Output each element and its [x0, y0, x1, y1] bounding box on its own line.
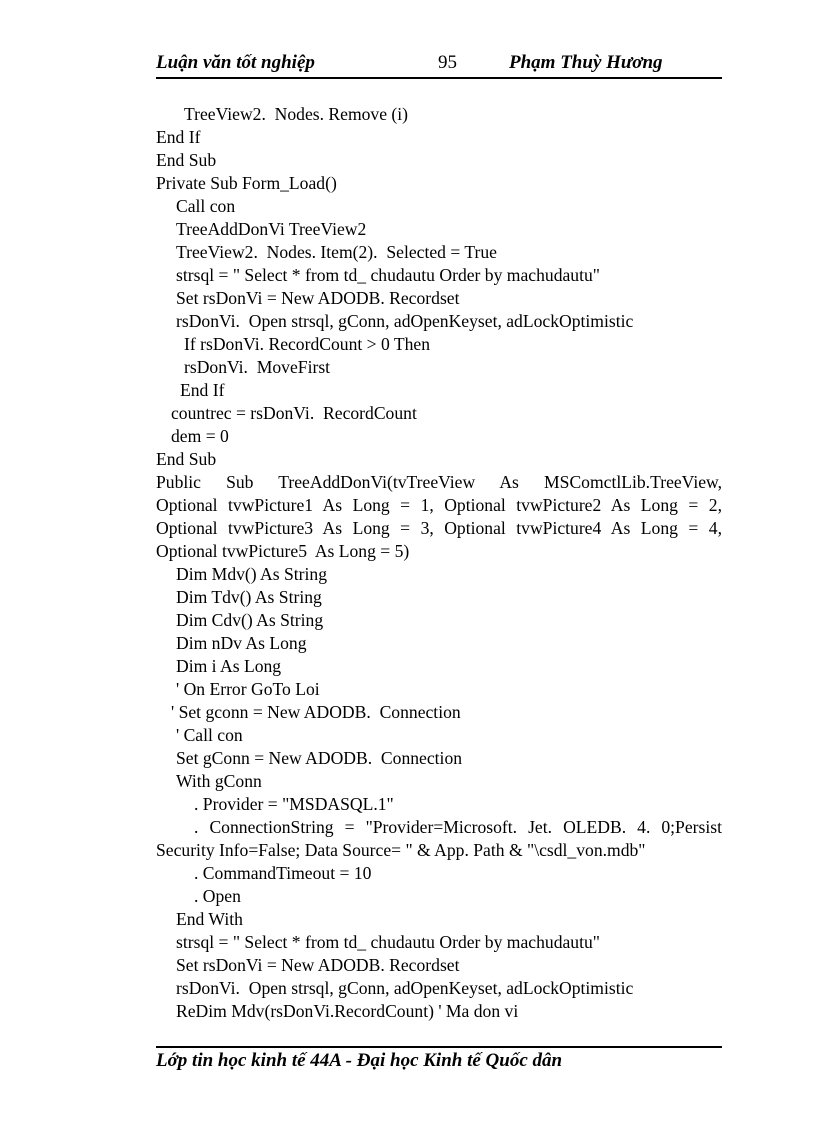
code-line: Security Info=False; Data Source= " & App. Path & "\csdl_von.mdb": [156, 840, 646, 860]
code-line: . Provider = "MSDASQL.1": [194, 794, 394, 814]
code-line: rsDonVi. Open strsql, gConn, adOpenKeyset, adLockOptimistic: [176, 978, 634, 998]
code-line: . ConnectionString = "Provider=Microsoft. Jet. OLEDB. 4. 0;Persist: [194, 817, 722, 837]
page-header: [156, 50, 722, 76]
code-line: ReDim Mdv(rsDonVi.RecordCount) ' Ma don vi: [176, 1001, 519, 1021]
code-line: TreeAddDonVi TreeView2: [176, 219, 367, 239]
code-line: ' Set gconn = New ADODB. Connection: [171, 702, 461, 722]
code-line: End If: [180, 380, 225, 400]
code-line: rsDonVi. Open strsql, gConn, adOpenKeyset, adLockOptimistic: [176, 311, 634, 331]
code-line: End Sub: [156, 449, 217, 469]
code-line: Call con: [176, 196, 236, 216]
footer-text: Lớp tin học kinh tế 44A - Đại học Kinh tế Quốc dân: [156, 1050, 563, 1071]
header-thesis-title: Luận văn tốt nghiệp: [156, 52, 315, 73]
page-number: 95: [438, 52, 457, 73]
code-listing: [156, 103, 722, 1023]
code-line: Optional tvwPicture5 As Long = 5): [156, 541, 410, 561]
code-line: If rsDonVi. RecordCount > 0 Then: [184, 334, 431, 354]
code-line: End With: [176, 909, 243, 929]
code-line: With gConn: [176, 771, 262, 791]
code-line: countrec = rsDonVi. RecordCount: [171, 403, 417, 423]
code-line: TreeView2. Nodes. Item(2). Selected = True: [176, 242, 497, 262]
code-line: strsql = " Select * from td_ chudautu Order by machudautu": [176, 932, 600, 952]
code-line: Private Sub Form_Load(): [156, 173, 337, 193]
code-line: Dim Tdv() As String: [176, 587, 322, 607]
code-line: dem = 0: [171, 426, 229, 446]
code-line: Optional tvwPicture1 As Long = 1, Optional tvwPicture2 As Long = 2,: [156, 495, 722, 515]
code-line: End If: [156, 127, 201, 147]
code-line: TreeView2. Nodes. Remove (i): [184, 104, 409, 124]
code-line: Set rsDonVi = New ADODB. Recordset: [176, 288, 460, 308]
header-author: Phạm Thuỳ Hương: [509, 52, 663, 73]
footer-divider: [156, 1046, 722, 1048]
code-line: strsql = " Select * from td_ chudautu Order by machudautu": [176, 265, 600, 285]
code-line: . Open: [194, 886, 241, 906]
code-line: Dim Mdv() As String: [176, 564, 328, 584]
header-divider: [156, 77, 722, 79]
code-line: Dim nDv As Long: [176, 633, 307, 653]
code-line: rsDonVi. MoveFirst: [184, 357, 331, 377]
code-line: . CommandTimeout = 10: [194, 863, 372, 883]
code-line: Optional tvwPicture3 As Long = 3, Optional tvwPicture4 As Long = 4,: [156, 518, 722, 538]
code-line: Dim Cdv() As String: [176, 610, 324, 630]
code-line: End Sub: [156, 150, 217, 170]
code-line: Set gConn = New ADODB. Connection: [176, 748, 463, 768]
code-line: Public Sub TreeAddDonVi(tvTreeView As MSComctlLib.TreeView,: [156, 472, 722, 492]
code-line: Dim i As Long: [176, 656, 282, 676]
code-line: ' On Error GoTo Loi: [176, 679, 320, 699]
code-line: Set rsDonVi = New ADODB. Recordset: [176, 955, 460, 975]
code-line: ' Call con: [176, 725, 243, 745]
